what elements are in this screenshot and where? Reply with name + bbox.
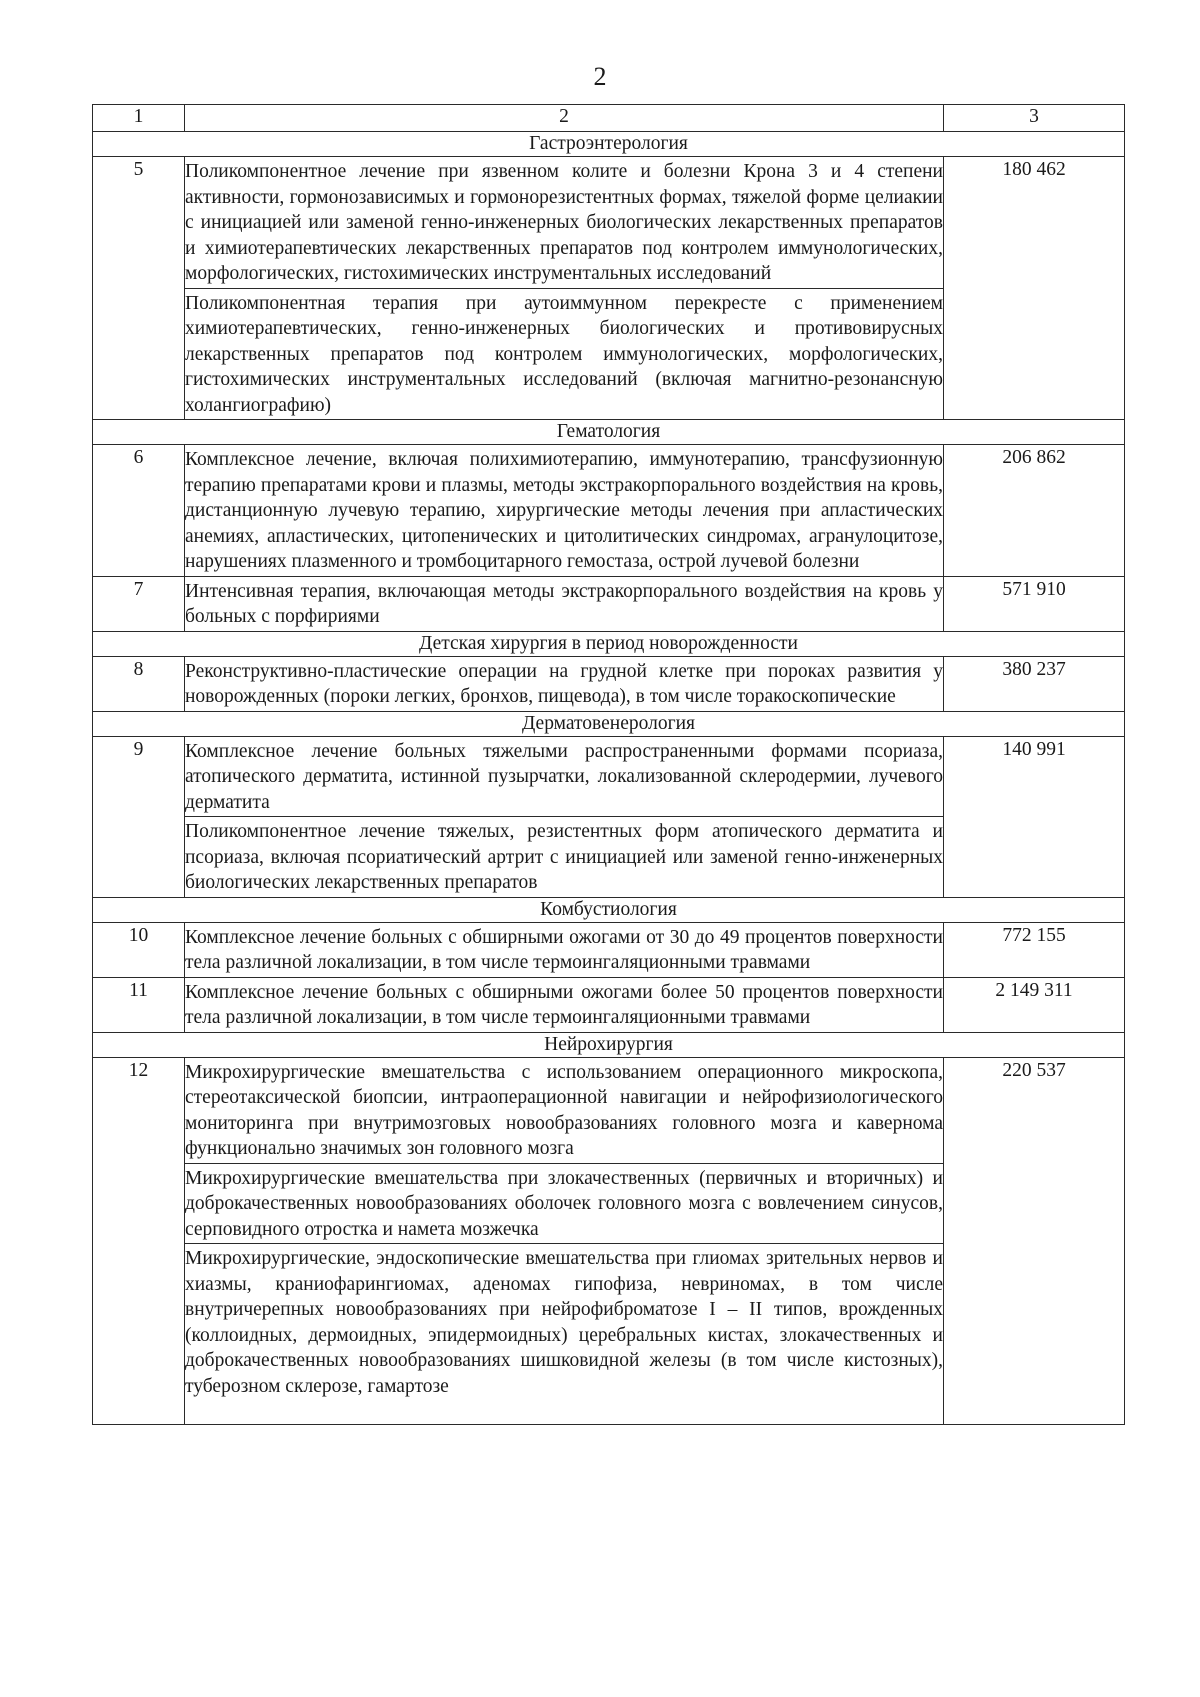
description-paragraph: Комплексное лечение больных тяжелыми распространенными формами псориаза, атопического дерматита, истинной пузырчатки, локализованной склеродермии, лучевого дерматита (185, 740, 943, 813)
services-table (92, 104, 1125, 1425)
section-title: Гематология (93, 420, 1125, 445)
table-row (93, 922, 1125, 977)
row-number: 7 (93, 576, 185, 631)
section-row (93, 897, 1125, 922)
description-paragraph: Комплексное лечение, включая полихимиотерапию, иммунотерапию, трансфузионную терапию препаратами крови и плазмы, методы экстракорпорального воздействия на кровь, дистанционную лучевую терапию, хирургические методы лечения при апластических анемиях, апластических, цитопенических и цитолитических синдромах, агранулоцитозе, нарушениях плазменного и тромбоцитарного гемостаза, острой лучевой болезни (185, 449, 943, 572)
table-row (93, 977, 1125, 1032)
description-paragraph: Интенсивная терапия, включающая методы экстракорпорального воздействия на кровь у больных с порфириями (185, 580, 943, 627)
description-paragraph: Поликомпонентное лечение при язвенном колите и болезни Крона 3 и 4 степени активности, гормонозависимых и гормонорезистентных формах, тяжелой форме целиакии с инициацией или заменой генно-инженерных биологических лекарственных препаратов и химиотерапевтических лекарственных препаратов под контролем иммунологических, морфологических, гистохимических инструментальных исследований (185, 161, 943, 284)
description-paragraph: Поликомпонентная терапия при аутоиммунном перекресте с применением химиотерапевтических, генно-инженерных биологических и противовирусных лекарственных препаратов под контролем иммунологических, морфологических, гистохимических инструментальных исследований (включая магнитно-резонансную холангиографию) (185, 288, 943, 420)
table-row (93, 576, 1125, 631)
section-row (93, 420, 1125, 445)
row-description (185, 157, 944, 420)
section-title: Гастроэнтерология (93, 132, 1125, 157)
section-row (93, 711, 1125, 736)
table-header-row (93, 105, 1125, 132)
table-row (93, 656, 1125, 711)
section-title: Дерматовенерология (93, 711, 1125, 736)
row-price: 380 237 (944, 656, 1125, 711)
description-paragraph: Комплексное лечение больных с обширными ожогами более 50 процентов поверхности тела различной локализации, в том числе термоингаляционными травмами (185, 981, 943, 1028)
row-price: 140 991 (944, 736, 1125, 897)
section-title: Нейрохирургия (93, 1032, 1125, 1057)
row-description (185, 576, 944, 631)
section-row (93, 631, 1125, 656)
description-paragraph: Микрохирургические вмешательства при злокачественных (первичных и вторичных) и доброкачественных новообразованиях оболочек головного мозга с вовлечением синусов, серповидного отростка и намета мозжечка (185, 1163, 943, 1244)
header-col-2: 2 (185, 105, 944, 132)
table-row (93, 445, 1125, 577)
row-spacer (185, 1400, 943, 1424)
row-price: 571 910 (944, 576, 1125, 631)
row-description (185, 977, 944, 1032)
table-row (93, 1057, 1125, 1425)
table-body (93, 105, 1125, 1425)
section-row (93, 132, 1125, 157)
page-number: 2 (593, 62, 607, 91)
description-paragraph: Комплексное лечение больных с обширными ожогами от 30 до 49 процентов поверхности тела различной локализации, в том числе термоингаляционными травмами (185, 926, 943, 973)
table-row (93, 736, 1125, 897)
row-price: 206 862 (944, 445, 1125, 577)
header-col-1: 1 (93, 105, 185, 132)
description-paragraph: Реконструктивно-пластические операции на грудной клетке при пороках развития у новорожденных (пороки легких, бронхов, пищевода), в том числе торакоскопические (185, 660, 943, 707)
row-description (185, 656, 944, 711)
row-price: 2 149 311 (944, 977, 1125, 1032)
description-paragraph: Микрохирургические вмешательства с использованием операционного микроскопа, стереотаксической биопсии, интраоперационной навигации и нейрофизиологического мониторинга при внутримозговых новообразованиях головного мозга и кавернома функционально значимых зон головного мозга (185, 1061, 943, 1159)
header-col-3: 3 (944, 105, 1125, 132)
row-description (185, 1057, 944, 1425)
row-description (185, 445, 944, 577)
section-row (93, 1032, 1125, 1057)
row-number: 10 (93, 922, 185, 977)
description-paragraph: Микрохирургические, эндоскопические вмешательства при глиомах зрительных нервов и хиазмы, краниофарингиомах, аденомах гипофиза, невриномах, в том числе внутричерепных новообразованиях при нейрофиброматозе I – II типов, врожденных (коллоидных, дермоидных, эпидермоидных) церебральных кистах, злокачественных и доброкачественных новообразованиях шишковидной железы (в том числе кистозных), туберозном склерозе, гамартозе (185, 1243, 943, 1400)
row-number: 12 (93, 1057, 185, 1425)
row-number: 8 (93, 656, 185, 711)
section-title: Детская хирургия в период новорожденности (93, 631, 1125, 656)
row-price: 180 462 (944, 157, 1125, 420)
row-number: 11 (93, 977, 185, 1032)
table-row (93, 157, 1125, 420)
description-paragraph: Поликомпонентное лечение тяжелых, резистентных форм атопического дерматита и псориаза, включая псориатический артрит с инициацией или заменой генно-инженерных биологических лекарственных препаратов (185, 816, 943, 897)
section-title: Комбустиология (93, 897, 1125, 922)
row-description (185, 922, 944, 977)
row-price: 220 537 (944, 1057, 1125, 1425)
row-number: 9 (93, 736, 185, 897)
row-number: 6 (93, 445, 185, 577)
row-number: 5 (93, 157, 185, 420)
row-price: 772 155 (944, 922, 1125, 977)
row-description (185, 736, 944, 897)
